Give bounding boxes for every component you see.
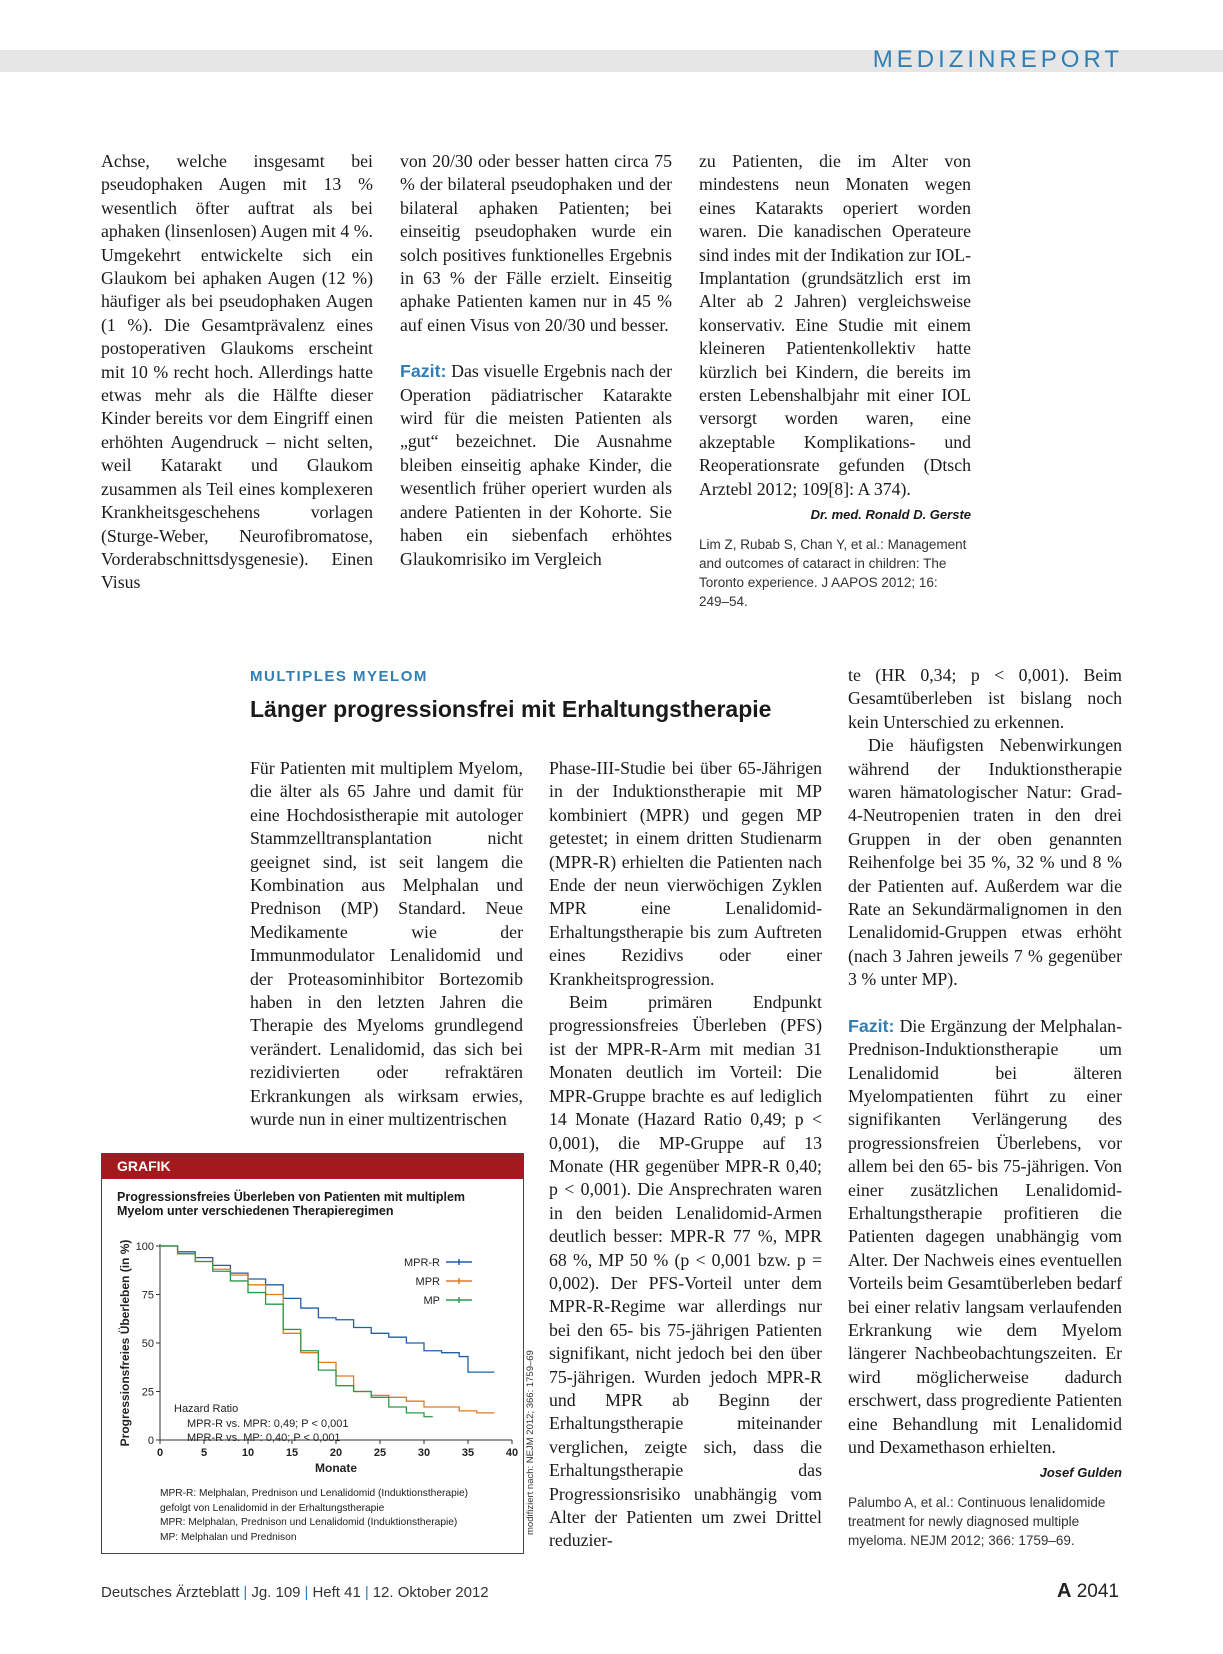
article2-kicker: MULTIPLES MYELOM (250, 668, 428, 685)
legend-label-mpr-r: MPR-R (403, 1257, 440, 1269)
page-number-value: 2041 (1076, 1581, 1119, 1602)
survival-chart (102, 1180, 522, 1490)
hazard-title: Hazard Ratio (174, 1403, 239, 1415)
article1-fazit (400, 360, 672, 571)
article2-fazit (848, 1015, 1122, 1460)
page-prefix: A (1056, 1580, 1072, 1602)
hazard-line2: MPR-R vs. MP: 0,40; P < 0,001 (187, 1432, 341, 1444)
x-tick-label: 15 (285, 1447, 299, 1459)
footnote-line2: gefolgt von Lenalidomid in der Erhaltungstherapie (160, 1502, 385, 1514)
footnote-line4: MP: Melphalan und Prednison (160, 1531, 297, 1543)
journal-issue: Heft 41 (312, 1584, 361, 1601)
article2-col3-p1: te (HR 0,34; p < 0,001). Beim Gesamtüberleben ist bislang noch kein Unterschied zu erkennen. (848, 665, 1122, 732)
article2-col2-p2: Beim primären Endpunkt progressionsfreies Überleben (PFS) ist der MPR-R-Arm mit median 31 Monaten deutlich im Vorteil: Die MPR-Gruppe brachte es auf lediglich 14 Monate (Hazard Ratio 0,49; p < 0,001), die MP-Gruppe auf 13 Monate (HR gegenüber MPR-R 0,40; p < 0,001). Die Ansprechraten waren in den beiden Lenalidomid-Armen deutlich besser: MPR-R 77 %, MPR 68 %, MP 50 % (p < 0,001 bzw. p = 0,002). Der PFS-Vorteil unter dem MPR-R-Regime war allerdings nur bei den 65- bis 75-jährigen Patienten signifikant, nicht jedoch bei den über 75-jährigen. Wurden jedoch MPR-R und MPR ab Beginn der Erhaltungstherapie miteinander verglichen, zeigte sich, dass die Erhaltungstherapie das Progressionsrisiko unabhängig vom Alter der Patienten um zwei Drittel reduzier- (549, 992, 822, 1551)
article1-col1-text: Achse, welche insgesamt bei pseudophaken Augen mit 13 % wesentlich öfter auftrat als bei aphaken (linsenlosen) Augen mit 4 %. Umgekehrt entwickelte sich ein Glaukom bei aphaken Augen (12 %) häufiger als bei pseudophaken Augen (1 %). Die Gesamtprävalenz eines postoperativen Glaukoms erscheint mit 10 % recht hoch. Allerdings hatte etwas mehr als die Hälfte dieser Kinder bereits vor dem Eingriff einen erhöhten Augendruck – nicht selten, weil Katarakt und Glaukom zusammen als Teil eines komplexeren Krankheitsgeschehens vorlagen (Sturge-Weber, Neurofibromatose, Vorderabschnittsdysgenesie). Einen Visus (101, 151, 373, 593)
article2-reference: Palumbo A, et al.: Continuous lenalidomide treatment for newly diagnosed multiple myeloma. NEJM 2012; 366: 1759–69. (848, 1494, 1106, 1548)
article2-col3-p2: Die häufigsten Nebenwirkungen während der Induktionstherapie waren hämatologischer Natur: Grad-4-Neutropenien traten in den drei Gruppen in der oben genannten Reihenfolge bei 35 %, 32 % und 8 % der Patienten auf. Außerdem war die Rate an Sekundärmalignomen in den Lenalidomid-Gruppen etwas erhöht (nach 3 Jahren jeweils 7 % gegenüber 3 % unter MP). (848, 735, 1122, 990)
fazit-label: Fazit: (400, 361, 447, 382)
footer-separator: | (304, 1584, 309, 1601)
series-line-mpr-r (160, 1246, 494, 1372)
article2-col2-p1: Phase-III-Studie bei über 65-Jährigen in der Induktionstherapie mit MP kombiniert (MPR) und gegen MP getestet; in einem dritten Studienarm (MPR-R) erhielten die Patienten nach Ende der neun vierwöchigen Zyklen MPR eine Lenalidomid-Erhaltungstherapie bis zum Auftreten eines Rezidivs oder einer Krankheitsprogression. (549, 758, 822, 989)
y-tick-label: 100 (135, 1241, 154, 1253)
fazit-label: Fazit: (848, 1015, 895, 1036)
article2-col3 (848, 664, 1122, 1550)
page-footer (101, 1584, 489, 1601)
article1-col2-text: von 20/30 oder besser hatten circa 75 % der bilateral pseudophaken und der bilateral aphaken Patienten; bei einseitig pseudophaken wurde ein solch positives funktionelles Ergebnis in 63 % der Fälle erzielt. Einseitig aphake Patienten kamen nur in 45 % auf einen Visus von 20/30 und besser. (400, 151, 672, 335)
series-line-mpr (160, 1246, 494, 1413)
page-number (1057, 1580, 1119, 1603)
footnote-line3: MPR: Melphalan, Prednison und Lenalidomid (Induktionstherapie) (160, 1517, 458, 1528)
article1-col3 (699, 150, 971, 611)
x-tick-label: 10 (241, 1447, 255, 1459)
chart-title-line2: Myelom unter verschiedenen Therapieregimen (117, 1204, 394, 1218)
section-title: MEDIZINREPORT (872, 46, 1123, 73)
article1-col1 (101, 150, 373, 595)
chart-title-line1: Progressionsfreies Überleben von Patienten mit multiplem (117, 1190, 466, 1204)
y-tick-label: 50 (141, 1338, 154, 1350)
x-tick-label: 40 (505, 1447, 519, 1459)
article2-col1-text: Für Patienten mit multiplem Myelom, die älter als 65 Jahre und damit für eine Hochdosistherapie mit autologer Stammzelltransplantation nicht geeignet sind, ist seit langem die Kombination aus Melphalan und Prednison (MP) Standard. Neue Medikamente wie der Immunmodulator Lenalidomid und der Proteasominhibitor Bortezomib haben in den letzten Jahren die Therapie des Myeloms grundlegend verändert. Lenalidomid, das sich bei rezidivierten oder refraktären Erkrankungen als wirksam erwies, wurde nun in einer multizentrischen (250, 758, 523, 1130)
grafik-box (101, 1153, 524, 1554)
x-tick-label: 0 (156, 1447, 164, 1459)
series-line-mp (160, 1246, 433, 1417)
grafik-header: GRAFIK (102, 1154, 523, 1179)
x-tick-label: 35 (461, 1447, 475, 1459)
x-tick-label: 25 (373, 1447, 387, 1459)
y-axis-label: Progressionsfreies Überleben (in %) (118, 1239, 132, 1447)
x-tick-label: 5 (200, 1447, 208, 1459)
y-tick-label: 25 (141, 1386, 154, 1399)
article1-col2 (400, 150, 672, 571)
article2-headline: Länger progressionsfrei mit Erhaltungstherapie (250, 696, 772, 722)
article1-reference: Lim Z, Rubab S, Chan Y, et al.: Management and outcomes of cataract in children: The Toronto experience. J AAPOS 2012; 16: 249–54. (699, 536, 967, 609)
journal-volume: Jg. 109 (251, 1584, 301, 1601)
legend-label-mpr: MPR (415, 1276, 440, 1288)
footer-separator: | (243, 1584, 248, 1601)
fazit-text: Die Ergänzung der Melphalan-Prednison-Induktionstherapie um Lenalidomid bei älteren Myelompatienten führt zu einer signifikanten Verlängerung des progressionsfreien Überlebens, vor allem bei den 65- bis 75-jährigen. Von einer zusätzlichen Lenalidomid-Erhaltungstherapie profitieren die Patienten dagegen unabhängig vom Alter. Der Nachweis eines eventuellen Vorteils beim Gesamtüberleben bedarf bei einer relativ langsam verlaufenden Erkrankung wie dem Myelom längerer Nachbeobachtungszeiten. Er wird möglicherweise dadurch erschwert, dass progrediente Patienten eine Behandlung mit Lenalidomid und Dexamethason erhielten. (848, 1015, 1122, 1457)
footer-separator: | (364, 1584, 369, 1601)
x-tick-label: 20 (329, 1447, 343, 1459)
article2-author: Josef Gulden (1039, 1465, 1122, 1481)
article2-col1 (250, 757, 523, 1132)
article1-col3-text: zu Patienten, die im Alter von mindestens neun Monaten wegen eines Katarakts operiert worden waren. Die kanadischen Operateure sind indes mit der Indikation zur IOL-Implantation (grundsätzlich erst im Alter ab 2 Jahren) vergleichsweise konservativ. Eine Studie mit einem kleineren Patientenkollektiv hatte kürzlich bei Kindern, die bereits im ersten Lebenshalbjahr mit einer IOL versorgt worden waren, eine akzeptable Komplikations- und Reoperationsrate gefunden (Dtsch Arztebl 2012; 109[8]: A 374). (699, 151, 971, 499)
footnote-line1: MPR-R: Melphalan, Prednison und Lenalidomid (Induktionstherapie) (160, 1488, 469, 1499)
article2-col2 (549, 757, 822, 1553)
chart-footnote (160, 1487, 468, 1545)
fazit-text: Das visuelle Ergebnis nach der Operation pädiatrischer Katarakte wird für die meisten Patienten als „gut“ bezeichnet. Die Ausnahme bleiben einseitig aphake Kinder, die wesentlich früher operiert wurden als andere Patienten in der Kohorte. Sie haben ein siebenfach erhöhtes Glaukomrisiko im Vergleich (400, 361, 672, 569)
article1-author: Dr. med. Ronald D. Gerste (810, 507, 971, 523)
x-axis-label: Monate (315, 1461, 357, 1475)
y-tick-label: 0 (147, 1435, 154, 1447)
y-tick-label: 75 (141, 1289, 154, 1302)
hazard-line1: MPR-R vs. MPR: 0,49; P < 0,001 (187, 1418, 349, 1430)
x-tick-label: 30 (417, 1447, 431, 1459)
journal-name: Deutsches Ärzteblatt (101, 1584, 240, 1601)
legend-label-mp: MP (423, 1295, 440, 1307)
chart-credit: modifiziert nach: NEJM 2012; 366: 1759–69 (525, 1350, 536, 1535)
journal-date: 12. Oktober 2012 (372, 1584, 489, 1601)
